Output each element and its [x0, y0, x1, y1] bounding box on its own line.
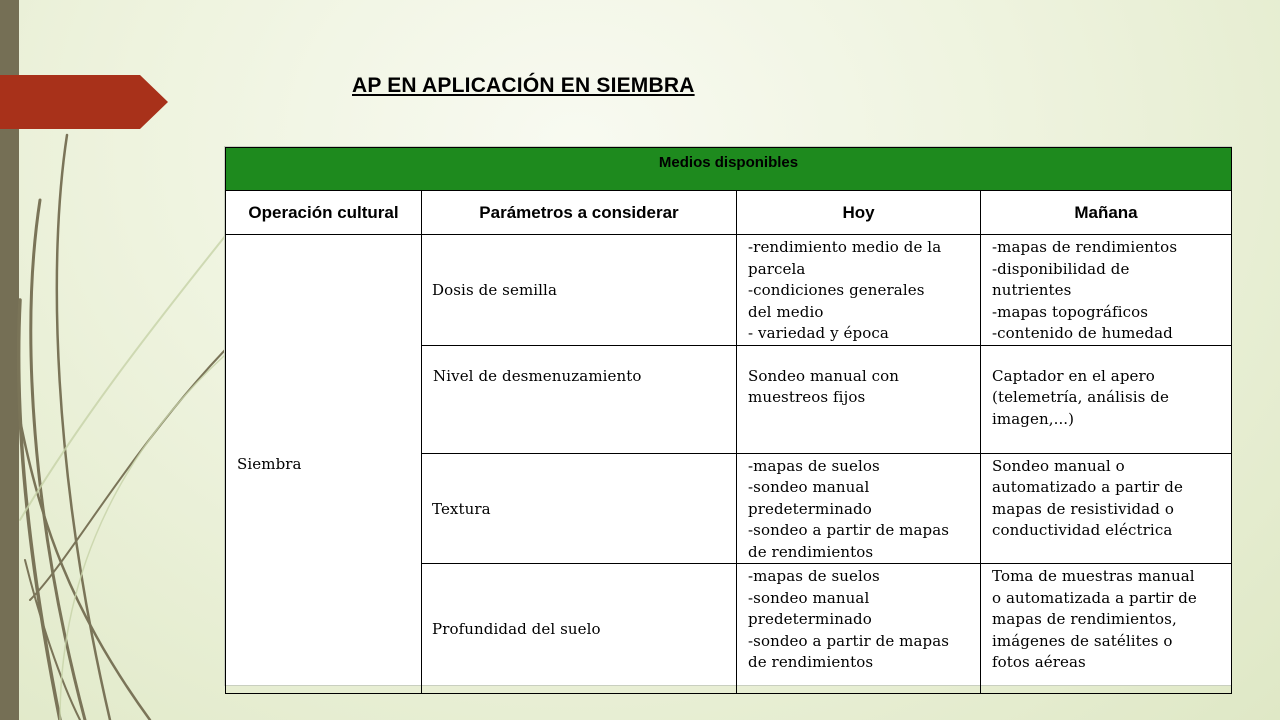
- manana-line: o automatizada a partir de: [992, 588, 1197, 607]
- manana-cell: [981, 345, 1232, 453]
- manana-line: automatizado a partir de: [992, 478, 1183, 496]
- column-header-manana: Mañana: [981, 191, 1232, 235]
- hoy-line: -sondeo manual: [748, 478, 870, 496]
- hoy-line: de rendimientos: [748, 542, 874, 561]
- manana-cell: [981, 453, 1232, 564]
- column-header-hoy: Hoy: [737, 191, 981, 235]
- hoy-line: muestreos fijos: [748, 388, 866, 406]
- manana-line: imagen,...): [992, 409, 1075, 428]
- siembra-table: [225, 147, 1231, 685]
- hoy-line: -condiciones generales: [748, 281, 925, 299]
- hoy-cell: [737, 564, 981, 694]
- hoy-line: parcela: [748, 259, 806, 278]
- parameter-cell: Profundidad del suelo: [422, 564, 737, 694]
- manana-line: -mapas topográficos: [992, 302, 1149, 321]
- hoy-line: -mapas de suelos: [748, 456, 880, 475]
- hoy-line: -sondeo a partir de mapas: [748, 521, 950, 539]
- parameter-cell: Textura: [422, 453, 737, 564]
- manana-cell: [981, 235, 1232, 346]
- hoy-line: - variedad y época: [748, 324, 889, 342]
- manana-line: mapas de rendimientos,: [992, 610, 1177, 628]
- manana-line: Toma de muestras manual: [992, 567, 1195, 585]
- hoy-cell: [737, 235, 981, 346]
- column-header-operation: [226, 191, 422, 235]
- manana-line: -disponibilidad de: [992, 259, 1130, 278]
- hoy-line: -mapas de suelos: [748, 567, 880, 585]
- hoy-cell: [737, 345, 981, 453]
- slide-title: AP EN APLICACIÓN EN SIEMBRA: [352, 74, 695, 97]
- manana-line: Captador en el apero: [992, 366, 1155, 385]
- manana-line: conductividad eléctrica: [992, 521, 1173, 539]
- operation-cell: Siembra: [226, 235, 422, 694]
- manana-line: (telemetría, análisis de: [992, 388, 1169, 406]
- title-arrow-tab: [0, 75, 168, 129]
- hoy-line: de rendimientos: [748, 653, 874, 671]
- hoy-line: -sondeo manual: [748, 588, 870, 607]
- group-header: Medios disponibles: [226, 148, 1232, 191]
- manana-line: -mapas de rendimientos: [992, 238, 1178, 256]
- parameter-cell: Nivel de desmenuzamiento: [422, 345, 737, 453]
- hoy-line: -sondeo a partir de mapas: [748, 631, 950, 650]
- manana-cell: [981, 564, 1232, 694]
- manana-line: Sondeo manual o: [992, 456, 1125, 475]
- hoy-line: predeterminado: [748, 499, 872, 518]
- manana-line: nutrientes: [992, 281, 1072, 299]
- manana-line: fotos aéreas: [992, 653, 1086, 671]
- hoy-line: del medio: [748, 302, 824, 321]
- hoy-line: -rendimiento medio de la: [748, 238, 942, 256]
- manana-line: imágenes de satélites o: [992, 631, 1173, 650]
- hoy-cell: [737, 453, 981, 564]
- manana-line: mapas de resistividad o: [992, 499, 1175, 518]
- hoy-line: Sondeo manual con: [748, 366, 900, 385]
- manana-line: -contenido de humedad: [992, 324, 1173, 342]
- parameter-cell: Dosis de semilla: [422, 235, 737, 346]
- column-header-parameters: Parámetros a considerar: [422, 191, 737, 235]
- hoy-line: predeterminado: [748, 610, 872, 628]
- header-operation-line-1: Operación cultural: [248, 202, 399, 222]
